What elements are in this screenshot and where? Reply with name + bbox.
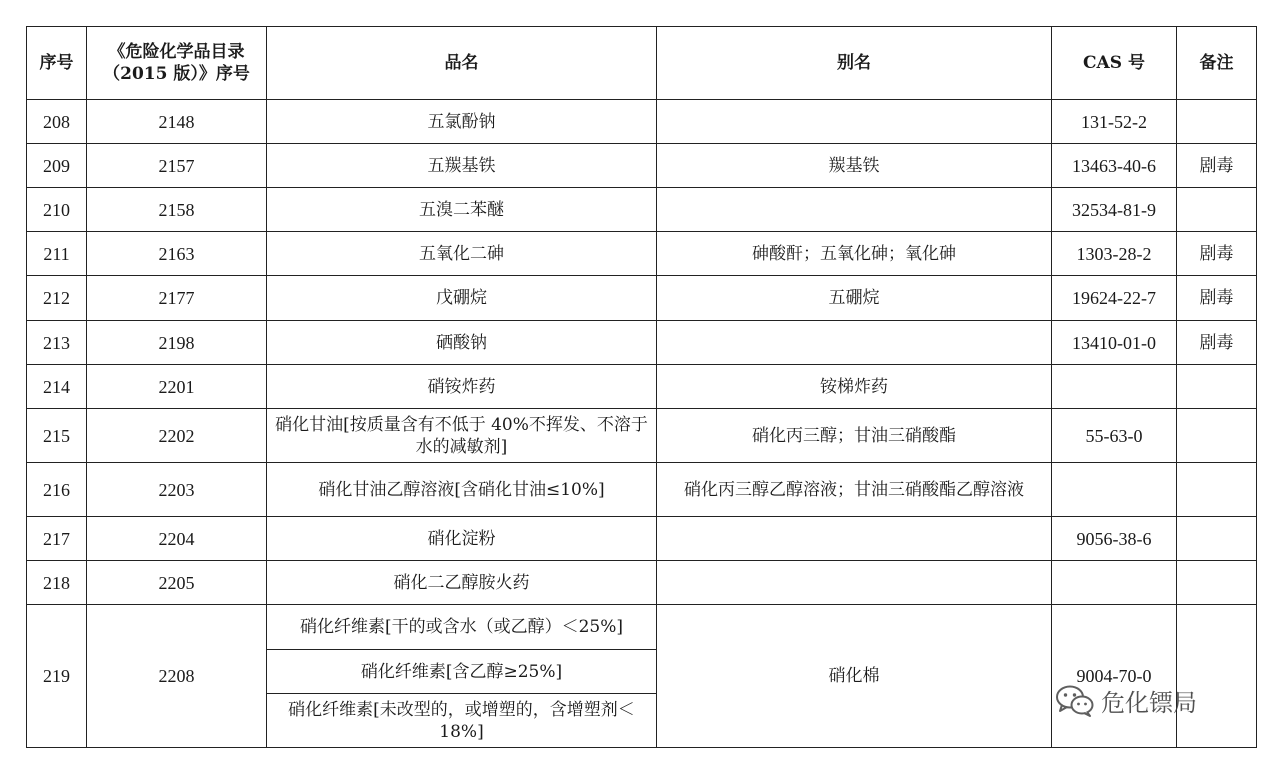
cell-seq: 214 [27,365,87,409]
cell-alias: 砷酸酐；五氧化砷；氧化砷 [657,232,1052,276]
cell-seq: 208 [27,100,87,144]
cell-catalog: 2158 [87,188,267,232]
cell-cas: 19624-22-7 [1052,276,1177,321]
cell-alias [657,321,1052,365]
table-row [27,276,1257,321]
table-row [27,605,1257,748]
cell-name: 硝铵炸药 [267,365,657,409]
cell-seq: 209 [27,144,87,188]
cell-remark [1177,605,1257,748]
cell-cas: 55-63-0 [1052,409,1177,463]
cell-name: 五氧化二砷 [267,232,657,276]
cell-catalog: 2148 [87,100,267,144]
document-page [26,26,1256,748]
cell-name: 硝化甘油[按质量含有不低于 40%不挥发、不溶于水的减敏剂] [267,409,657,463]
cell-remark: 剧毒 [1177,276,1257,321]
cell-seq: 213 [27,321,87,365]
cell-name: 五羰基铁 [267,144,657,188]
cell-catalog: 2205 [87,561,267,605]
cell-remark: 剧毒 [1177,321,1257,365]
cell-seq: 218 [27,561,87,605]
cell-alias [657,517,1052,561]
cell-remark [1177,409,1257,463]
cell-seq: 211 [27,232,87,276]
cell-remark [1177,188,1257,232]
cell-catalog: 2208 [87,605,267,748]
cell-alias: 硝化丙三醇；甘油三硝酸酯 [657,409,1052,463]
cell-name-sub: 硝化纤维素[未改型的，或增塑的，含增塑剂＜18%] [288,699,635,742]
table-row [27,561,1257,605]
cell-catalog: 2177 [87,276,267,321]
cell-cas: 9004-70-0 [1052,605,1177,748]
table-row [27,188,1257,232]
cell-name: 五溴二苯醚 [267,188,657,232]
cell-cas: 9056-38-6 [1052,517,1177,561]
hazardous-chemicals-table [26,26,1257,748]
cell-seq: 215 [27,409,87,463]
cell-remark [1177,100,1257,144]
cell-name: 五氯酚钠 [267,100,657,144]
cell-name: 硝化淀粉 [267,517,657,561]
table-row [27,100,1257,144]
cell-catalog: 2201 [87,365,267,409]
cell-name-group [267,605,657,748]
cell-seq: 210 [27,188,87,232]
cell-cas: 1303-28-2 [1052,232,1177,276]
cell-cas [1052,365,1177,409]
table-header-row [27,27,1257,100]
cell-remark [1177,517,1257,561]
table-row [27,365,1257,409]
cell-remark: 剧毒 [1177,232,1257,276]
cell-catalog: 2203 [87,463,267,517]
cell-name: 硝化甘油乙醇溶液[含硝化甘油≤10%] [267,463,657,517]
cell-catalog: 2157 [87,144,267,188]
header-remark: 备注 [1177,27,1257,100]
cell-cas: 131-52-2 [1052,100,1177,144]
cell-seq: 212 [27,276,87,321]
cell-alias [657,561,1052,605]
watermark-text: 危化镖局 [1101,689,1197,717]
table-row [27,409,1257,463]
cell-cas [1052,561,1177,605]
header-catalog-seq-line2: （2015 版）》序号 [103,64,250,84]
header-catalog-seq [87,27,267,100]
cell-seq: 216 [27,463,87,517]
header-cas: CAS 号 [1052,27,1177,100]
cell-name: 硒酸钠 [267,321,657,365]
table-row [27,321,1257,365]
header-alias: 别名 [657,27,1052,100]
cell-alias: 五硼烷 [657,276,1052,321]
cell-cas: 13410-01-0 [1052,321,1177,365]
cell-cas: 32534-81-9 [1052,188,1177,232]
cell-alias: 硝化棉 [657,605,1052,748]
cell-name: 戊硼烷 [267,276,657,321]
cell-alias: 硝化丙三醇乙醇溶液；甘油三硝酸酯乙醇溶液 [657,463,1052,517]
cell-alias [657,100,1052,144]
cell-seq: 219 [27,605,87,748]
cell-catalog: 2204 [87,517,267,561]
table-row [27,517,1257,561]
cell-alias [657,188,1052,232]
cell-catalog: 2198 [87,321,267,365]
header-seq: 序号 [27,27,87,100]
cell-cas [1052,463,1177,517]
cell-catalog: 2163 [87,232,267,276]
table-row [27,144,1257,188]
table-row [27,463,1257,517]
cell-alias: 铵梯炸药 [657,365,1052,409]
table-row [27,232,1257,276]
cell-catalog: 2202 [87,409,267,463]
cell-name: 硝化二乙醇胺火药 [267,561,657,605]
cell-remark [1177,463,1257,517]
cell-remark [1177,561,1257,605]
cell-remark: 剧毒 [1177,144,1257,188]
watermark [1055,683,1197,718]
cell-alias: 羰基铁 [657,144,1052,188]
cell-remark [1177,365,1257,409]
cell-cas: 13463-40-6 [1052,144,1177,188]
wechat-icon [1055,684,1095,718]
cell-name-sub: 硝化纤维素[含乙醇≥25%] [267,650,656,694]
header-name: 品名 [267,27,657,100]
cell-seq: 217 [27,517,87,561]
header-catalog-seq-line1: 《危险化学品目录 [108,42,245,62]
cell-name-sub: 硝化纤维素[干的或含水（或乙醇）＜25%] [267,605,656,650]
